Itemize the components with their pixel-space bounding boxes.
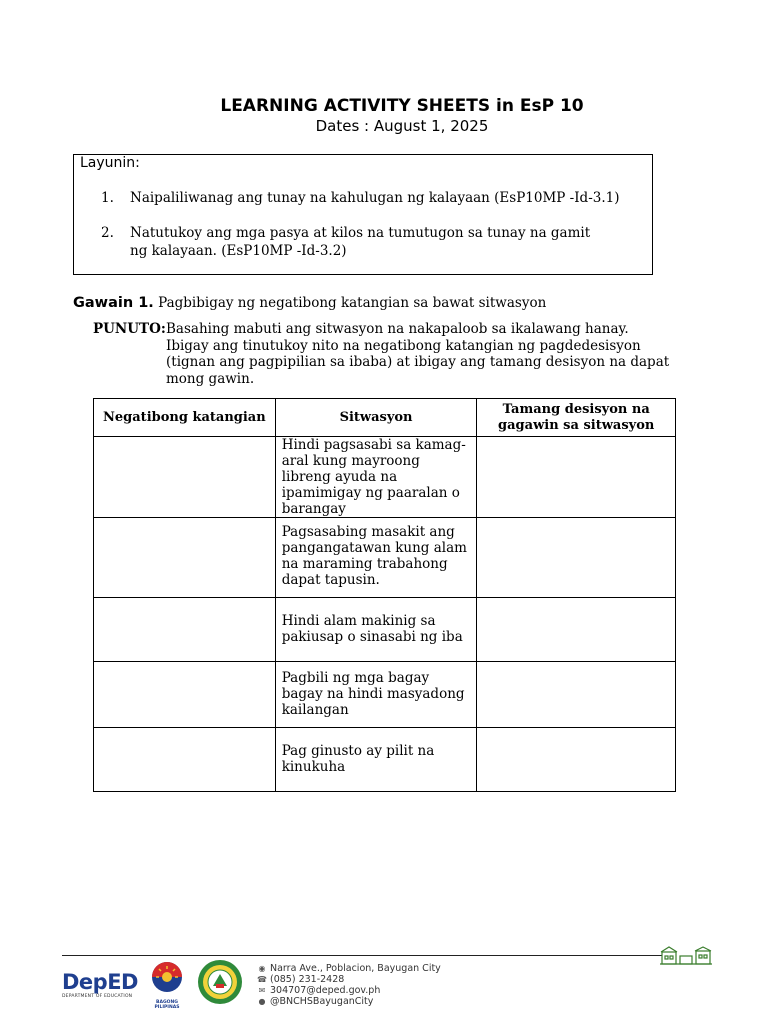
bagong-pilipinas-emblem-icon	[144, 960, 190, 996]
answer-cell-decision[interactable]	[477, 518, 676, 598]
footer-divider	[62, 955, 662, 956]
situation-line: ipamimigay ng paaralan o	[281, 485, 460, 501]
address-row	[257, 963, 441, 974]
situation-line: Hindi alam makinig sa	[281, 613, 436, 629]
answer-cell-decision[interactable]	[477, 598, 676, 662]
school-seal-icon	[196, 958, 244, 1006]
situation-line: na maraming trabahong	[281, 556, 448, 572]
phone-icon: ☎	[257, 975, 267, 984]
bagong-pilipinas-logo	[144, 960, 190, 1010]
answer-cell-trait[interactable]	[94, 437, 276, 518]
facebook-row	[257, 996, 441, 1007]
situation-line: Hindi pagsasabi sa kamag-	[281, 437, 466, 453]
facebook-icon: ●	[258, 997, 266, 1006]
answer-cell-trait[interactable]	[94, 662, 276, 728]
table-row	[94, 437, 676, 518]
situation-line: aral kung mayroong	[281, 453, 420, 469]
instructions-line: Ibigay ang tinutukoy nito na negatibong katangian ng pagdedesisyon	[166, 337, 641, 354]
instructions-line: Basahing mabuti ang sitwasyon na nakapaloob sa ikalawang hanay.	[166, 321, 629, 337]
answer-cell-trait[interactable]	[94, 728, 276, 792]
answer-cell-decision[interactable]	[477, 437, 676, 518]
school-building-icon	[660, 946, 712, 966]
answer-cell-trait[interactable]	[94, 598, 276, 662]
answer-cell-trait[interactable]	[94, 518, 276, 598]
situation-line: libreng ayuda na	[281, 469, 398, 485]
instructions-line: (tignan ang pagpipilian sa ibaba) at ibigay ang tamang desisyon na dapat	[166, 354, 670, 370]
situation-line: pakiusap o sinasabi ng iba	[281, 629, 463, 645]
email-row	[257, 985, 441, 996]
address-text: Narra Ave., Poblacion, Bayugan City	[270, 963, 441, 974]
answer-cell-decision[interactable]	[477, 662, 676, 728]
dates-line: Dates : August 1, 2025	[315, 117, 489, 135]
situation-cell	[275, 662, 477, 728]
email-icon: ✉	[258, 986, 266, 995]
objectives-box	[73, 154, 653, 275]
deped-logo	[62, 970, 138, 999]
situation-cell	[275, 518, 477, 598]
situation-line: bagay na hindi masyadong	[281, 686, 465, 702]
situation-line: Pagbili ng mga bagay	[281, 670, 430, 686]
objective-text: Naipaliliwanag ang tunay na kahulugan ng kalayaan (EsP10MP -Id-3.1)	[130, 190, 620, 206]
objective-text-line: ng kalayaan. (EsP10MP -Id-3.2)	[130, 243, 347, 259]
objective-text	[130, 224, 650, 260]
deped-subtitle: DEPARTMENT OF EDUCATION	[62, 994, 133, 999]
phone-row	[257, 974, 441, 985]
situation-cell	[275, 437, 477, 518]
table-row	[94, 598, 676, 662]
location-pin-icon: ◉	[258, 964, 266, 973]
objectives-heading: Layunin:	[80, 155, 140, 171]
page-title: LEARNING ACTIVITY SHEETS in EsP 10	[220, 96, 584, 116]
table-row	[94, 728, 676, 792]
objective-number: 1.	[101, 190, 114, 206]
table-row	[94, 662, 676, 728]
column-header: Sitwasyon	[275, 399, 477, 437]
column-header: Negatibong katangian	[94, 399, 276, 437]
instructions-line: mong gawin.	[166, 370, 255, 387]
situation-line: Pag ginusto ay pilit na	[281, 743, 435, 759]
bagong-pilipinas-text: BAGONG PILIPINAS	[154, 1000, 180, 1010]
activity-table	[93, 398, 676, 792]
situation-line: dapat tapusin.	[281, 572, 380, 588]
situation-line: pangangatawan kung alam	[281, 540, 467, 556]
situation-line: barangay	[281, 501, 346, 517]
situation-line: kinukuha	[281, 759, 346, 775]
contact-info	[257, 963, 441, 1007]
situation-line: kailangan	[281, 702, 349, 718]
instructions-text	[166, 321, 686, 387]
table-header-row	[94, 399, 676, 437]
activity-title: Pagbibigay ng negatibong katangian sa bawat sitwasyon	[158, 295, 547, 311]
deped-logo-text: DepED	[62, 970, 138, 994]
situation-cell	[275, 728, 477, 792]
email-text: 304707@deped.gov.ph	[270, 985, 381, 996]
phone-text: (085) 231-2428	[270, 974, 345, 985]
facebook-text: @BNCHSBayuganCity	[270, 996, 374, 1007]
answer-cell-decision[interactable]	[477, 728, 676, 792]
objective-text-line: Natutukoy ang mga pasya at kilos na tumutugon sa tunay na gamit	[130, 225, 591, 241]
objective-number: 2.	[101, 225, 114, 241]
situation-cell	[275, 598, 477, 662]
column-header: Tamang desisyon na gagawin sa sitwasyon	[477, 399, 676, 437]
activity-heading	[73, 295, 546, 311]
table-row	[94, 518, 676, 598]
instructions-label: PUNUTO:	[93, 321, 166, 337]
situation-line: Pagsasabing masakit ang	[281, 524, 455, 540]
activity-label: Gawain 1.	[73, 295, 154, 311]
